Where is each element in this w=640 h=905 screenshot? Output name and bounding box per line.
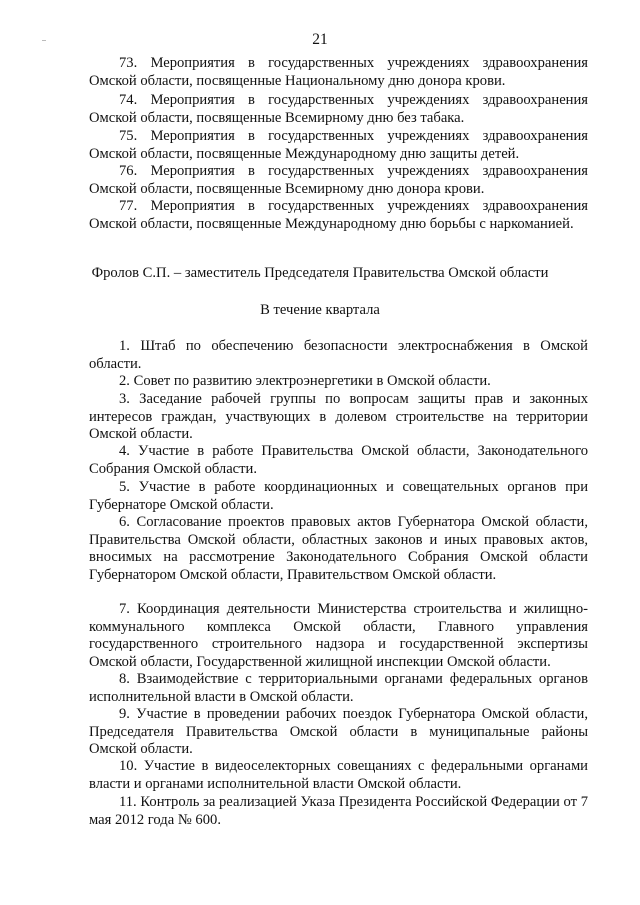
list-item-5: 5. Участие в работе координационных и совещательных органов при Губернаторе Омской области.	[89, 479, 588, 513]
list-item-9: 9. Участие в проведении рабочих поездок Губернатора Омской области, Председателя Правительства Омской области в муниципальные районы Омской области.	[89, 706, 588, 757]
list-item-8: 8. Взаимодействие с территориальными органами федеральных органов исполнительной власти в Омской области.	[89, 671, 588, 705]
page-number: 21	[312, 31, 328, 48]
list-item-73: 73. Мероприятия в государственных учреждениях здравоохранения Омской области, посвященные Национальному дню донора крови.	[89, 55, 588, 89]
list-item-2: 2. Совет по развитию электроэнергетики в Омской области.	[119, 373, 491, 389]
list-item-75: 75. Мероприятия в государственных учреждениях здравоохранения Омской области, посвященные Международному дню защиты детей.	[89, 128, 588, 162]
list-item-4: 4. Участие в работе Правительства Омской области, Законодательного Собрания Омской области.	[89, 443, 588, 477]
period-subheading: В течение квартала	[260, 302, 380, 318]
list-item-6: 6. Согласование проектов правовых актов Губернатора Омской области, Правительства Омской области, областных законов и иных правовых актов, вносимых на рассмотрение Законодательного Собрания Омской области Губернатором Омской области, Правительством Омской области.	[89, 514, 588, 583]
list-item-74: 74. Мероприятия в государственных учреждениях здравоохранения Омской области, посвященные Всемирному дню без табака.	[89, 92, 588, 126]
list-item-76: 76. Мероприятия в государственных учреждениях здравоохранения Омской области, посвященные Всемирному дню донора крови.	[89, 163, 588, 197]
section-heading: Фролов С.П. – заместитель Председателя Правительства Омской области	[91, 265, 549, 281]
list-item-7: 7. Координация деятельности Министерства строительства и жилищно-коммунального комплекса Омской области, Главного управления государственного строительного надзора и государственной экспертизы Омской области, Государственной жилищной инспекции Омской области.	[89, 601, 588, 670]
list-item-10: 10. Участие в видеоселекторных совещаниях с федеральными органами власти и органами исполнительной власти Омской области.	[89, 758, 588, 792]
list-item-77: 77. Мероприятия в государственных учреждениях здравоохранения Омской области, посвященные Международному дню борьбы с наркоманией.	[89, 198, 588, 232]
list-item-1: 1. Штаб по обеспечению безопасности электроснабжения в Омской области.	[89, 338, 588, 372]
list-item-11: 11. Контроль за реализацией Указа Президента Российской Федерации от 7 мая 2012 года № 600.	[89, 794, 588, 828]
list-item-3: 3. Заседание рабочей группы по вопросам защиты прав и законных интересов граждан, участвующих в долевом строительстве на территории Омской области.	[89, 391, 588, 442]
